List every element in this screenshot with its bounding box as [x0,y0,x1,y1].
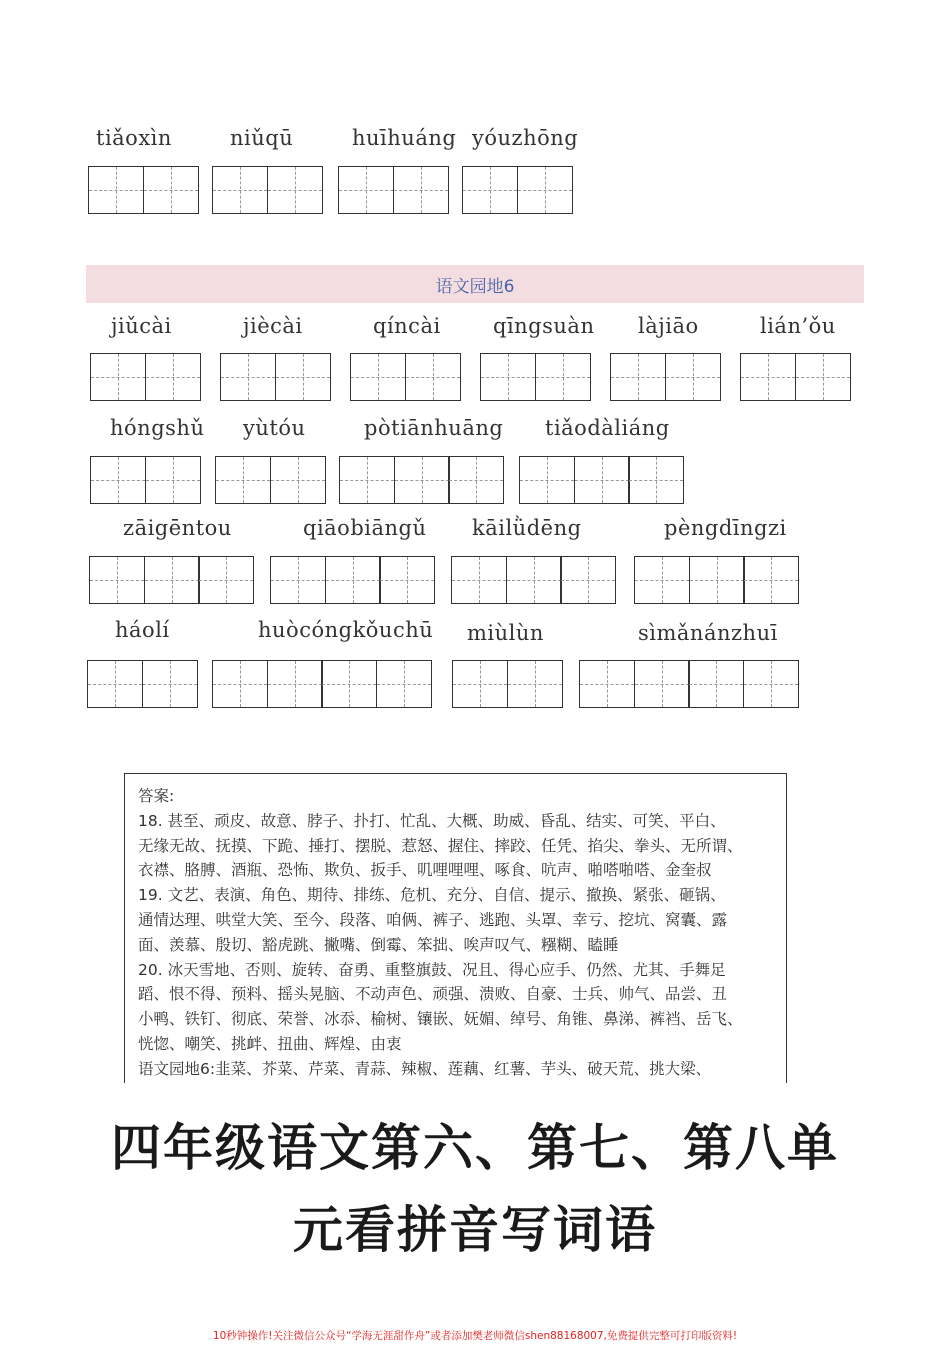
writing-grid [270,556,434,604]
pinyin-label: jiǔcài [111,314,172,338]
answer-line: 语文园地6:韭菜、芥菜、芹菜、青蒜、辣椒、莲藕、红薯、芋头、破天荒、挑大梁、 [138,1059,712,1078]
pinyin-label: sìmǎnánzhuī [638,621,778,645]
pinyin-label: qīngsuàn [493,314,595,338]
writing-grid [212,166,321,214]
pinyin-label: qiāobiāngǔ [303,516,427,540]
pinyin-label: yùtóu [243,416,306,440]
writing-grid [87,660,196,708]
answer-line: 通情达理、哄堂大笑、至今、段落、咱俩、裤子、逃跑、头罩、幸亏、挖坑、窝囊、露 [138,910,728,929]
writing-grid [634,556,798,604]
writing-grid [339,456,503,504]
pinyin-label: miùlùn [467,621,544,645]
writing-grid [220,353,329,401]
answer-line: 衣襟、胳膊、酒瓶、恐怖、欺负、扳手、叽哩哩哩、啄食、吭声、啪嗒啪嗒、金奎叔 [138,861,712,880]
answer-line: 蹈、恨不得、预料、摇头晃脑、不动声色、顽强、溃败、自豪、士兵、帅气、品尝、丑 [138,985,728,1004]
writing-grid [519,456,683,504]
pinyin-label: kāilǜdēng [472,516,582,540]
writing-grid [462,166,571,214]
answer-line: 面、羡慕、殷切、豁虎跳、撇嘴、倒霉、笨拙、唉声叹气、糨糊、瞌睡 [138,935,619,954]
page-title-line-1: 四年级语文第六、第七、第八单 [111,1119,839,1177]
pinyin-label: tiǎodàliáng [545,416,670,440]
answer-heading: 答案: [138,787,175,805]
pinyin-label: tiǎoxìn [96,126,172,150]
writing-grid [89,556,253,604]
answer-line: 19. 文艺、表演、角色、期待、排练、危机、充分、自信、提示、撤换、紧张、砸锅、 [138,886,726,905]
pinyin-label: háolí [115,618,170,642]
pinyin-label: qíncài [373,314,441,338]
writing-grid [88,166,197,214]
writing-grid [579,660,797,708]
pinyin-label: niǔqū [230,126,294,150]
writing-grid [90,353,199,401]
pinyin-label: yóuzhōng [472,126,579,150]
pinyin-label: pèngdīngzi [664,516,787,540]
answer-line: 无缘无故、抚摸、下跪、捶打、摆脱、惹怒、握住、摔跤、任凭、掐尖、拳头、无所谓、 [138,836,743,855]
pinyin-label: hóngshǔ [110,416,205,440]
footer-notice: 10秒钟操作!关注微信公众号“学海无涯甜作舟”或者添加樊老师微信shen88168007,免费提供完整可打印版资料! [212,1330,738,1342]
pinyin-label: pòtiānhuāng [364,416,504,440]
answer-box [124,773,787,1083]
pinyin-label: làjiāo [638,314,699,338]
writing-grid [338,166,447,214]
writing-grid [452,660,561,708]
pinyin-label: jiècài [243,314,303,338]
answer-line: 小鸭、铁钉、彻底、荣誉、冰忝、榆树、镶嵌、妩媚、绰号、角锥、鼻涕、裤裆、岳飞、 [138,1010,743,1029]
writing-grid [215,456,324,504]
writing-grid [610,353,719,401]
pinyin-label: huòcóngkǒuchū [258,618,434,642]
writing-grid [90,456,199,504]
answer-line: 18. 甚至、顽皮、故意、脖子、扑打、忙乱、大概、助威、昏乱、结实、可笑、平白、 [138,811,726,830]
pinyin-label: huīhuáng [352,126,457,150]
pinyin-label: zāigēntou [123,516,232,540]
section-banner: 语文园地6 [86,265,864,303]
writing-grid [451,556,615,604]
page-title-line-2: 元看拼音写词语 [293,1201,657,1259]
answer-line: 20. 冰天雪地、否则、旋转、奋勇、重整旗鼓、况且、得心应手、仍然、尤其、手舞足 [138,960,726,979]
writing-grid [212,660,430,708]
writing-grid [480,353,589,401]
writing-grid [350,353,459,401]
answer-line: 恍惚、嘲笑、挑衅、扭曲、辉煌、由衷 [138,1034,402,1053]
pinyin-label: lián’ǒu [760,314,836,338]
writing-grid [740,353,849,401]
